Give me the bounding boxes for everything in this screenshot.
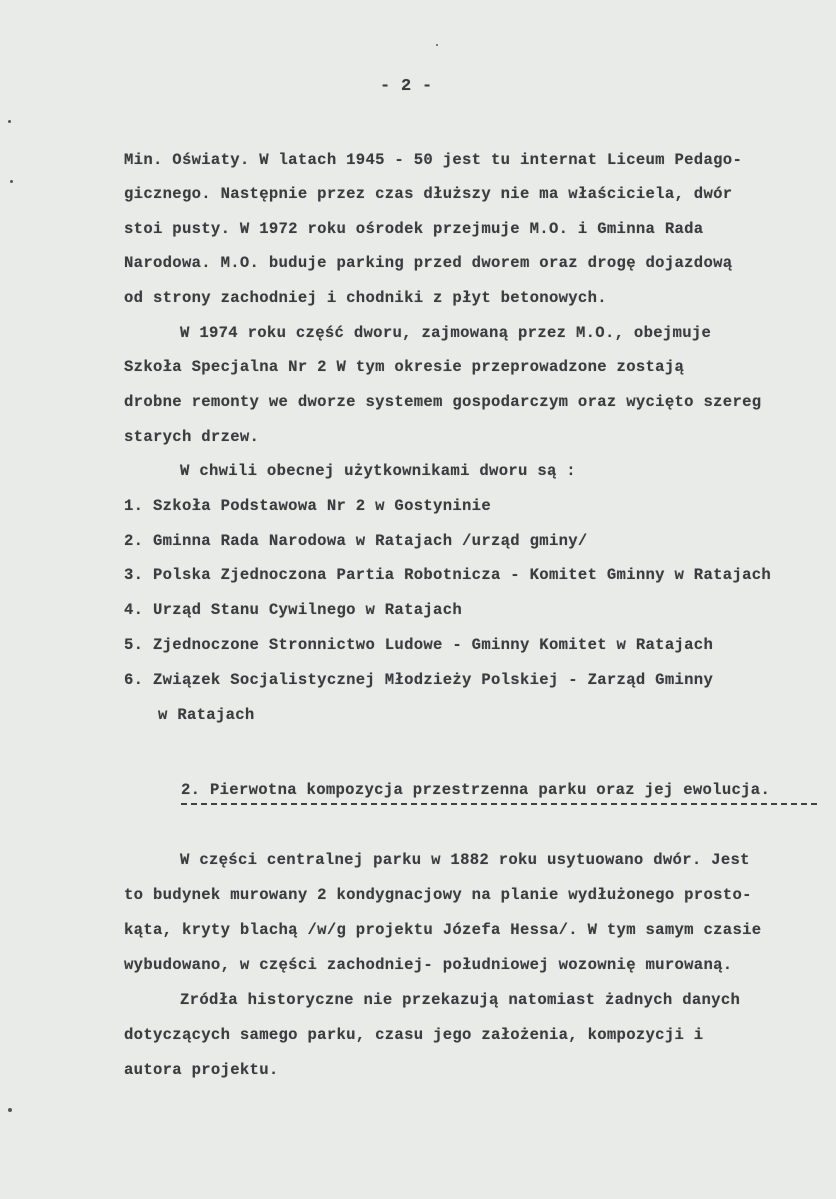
text-line-6: W 1974 roku część dworu, zajmowaną przez M.O., obejmuje: [180, 324, 712, 342]
text-line-9: starych drzew.: [124, 428, 260, 446]
paper-speck: [10, 180, 13, 183]
text-line-2: gicznego. Następnie przez czas dłuższy nie ma właściciela, dwór: [124, 185, 733, 203]
text-line-3: stoi pusty. W 1972 roku ośrodek przejmuje M.O. i Gminna Rada: [124, 220, 704, 238]
text-line-8: drobne remonty we dworze systemem gospodarczym oraz wycięto szereg: [124, 393, 762, 411]
text-line-4: Narodowa. M.O. buduje parking przed dworem oraz drogę dojazdową: [124, 254, 733, 272]
page-number: - 2 -: [380, 77, 433, 96]
heading-underline: [181, 803, 817, 805]
text-line-13: kąta, kryty blachą /w/g projektu Józefa Hessa/. W tym samym czasie: [124, 921, 762, 939]
list-item-5: 5. Zjednoczone Stronnictwo Ludowe - Gminny Komitet w Ratajach: [124, 636, 714, 654]
section-heading: 2. Pierwotna kompozycja przestrzenna parku oraz jej ewolucja.: [181, 781, 771, 799]
text-line-5: od strony zachodniej i chodniki z płyt betonowych.: [124, 289, 607, 307]
text-line-14: wybudowano, w części zachodniej- południowej wozownię murowaną.: [124, 956, 733, 974]
paper-speck: [436, 44, 438, 46]
text-line-12: to budynek murowany 2 kondygnacjowy na planie wydłużonego prosto-: [124, 886, 752, 904]
list-item-6-continuation: w Ratajach: [158, 706, 255, 724]
list-item-1: 1. Szkoła Podstawowa Nr 2 w Gostyninie: [124, 497, 491, 515]
text-line-16: dotyczących samego parku, czasu jego założenia, kompozycji i: [124, 1026, 704, 1044]
text-line-10: W chwili obecnej użytkownikami dworu są :: [180, 462, 576, 480]
paper-speck: [8, 1108, 12, 1112]
list-item-6: 6. Związek Socjalistycznej Młodzieży Polskiej - Zarząd Gminny: [124, 671, 714, 689]
text-line-11: W części centralnej parku w 1882 roku usytuowano dwór. Jest: [180, 851, 750, 869]
text-line-7: Szkoła Specjalna Nr 2 W tym okresie przeprowadzone zostają: [124, 358, 685, 376]
text-line-15: Zródła historyczne nie przekazują natomiast żadnych danych: [180, 991, 741, 1009]
paper-speck: [8, 120, 11, 123]
list-item-4: 4. Urząd Stanu Cywilnego w Ratajach: [124, 601, 463, 619]
list-item-3: 3. Polska Zjednoczona Partia Robotnicza - Komitet Gminny w Ratajach: [124, 566, 772, 584]
text-line-1: Min. Oświaty. W latach 1945 - 50 jest tu internat Liceum Pedago-: [124, 151, 743, 169]
list-item-2: 2. Gminna Rada Narodowa w Ratajach /urząd gminy/: [124, 532, 588, 550]
text-line-17: autora projektu.: [124, 1061, 279, 1079]
